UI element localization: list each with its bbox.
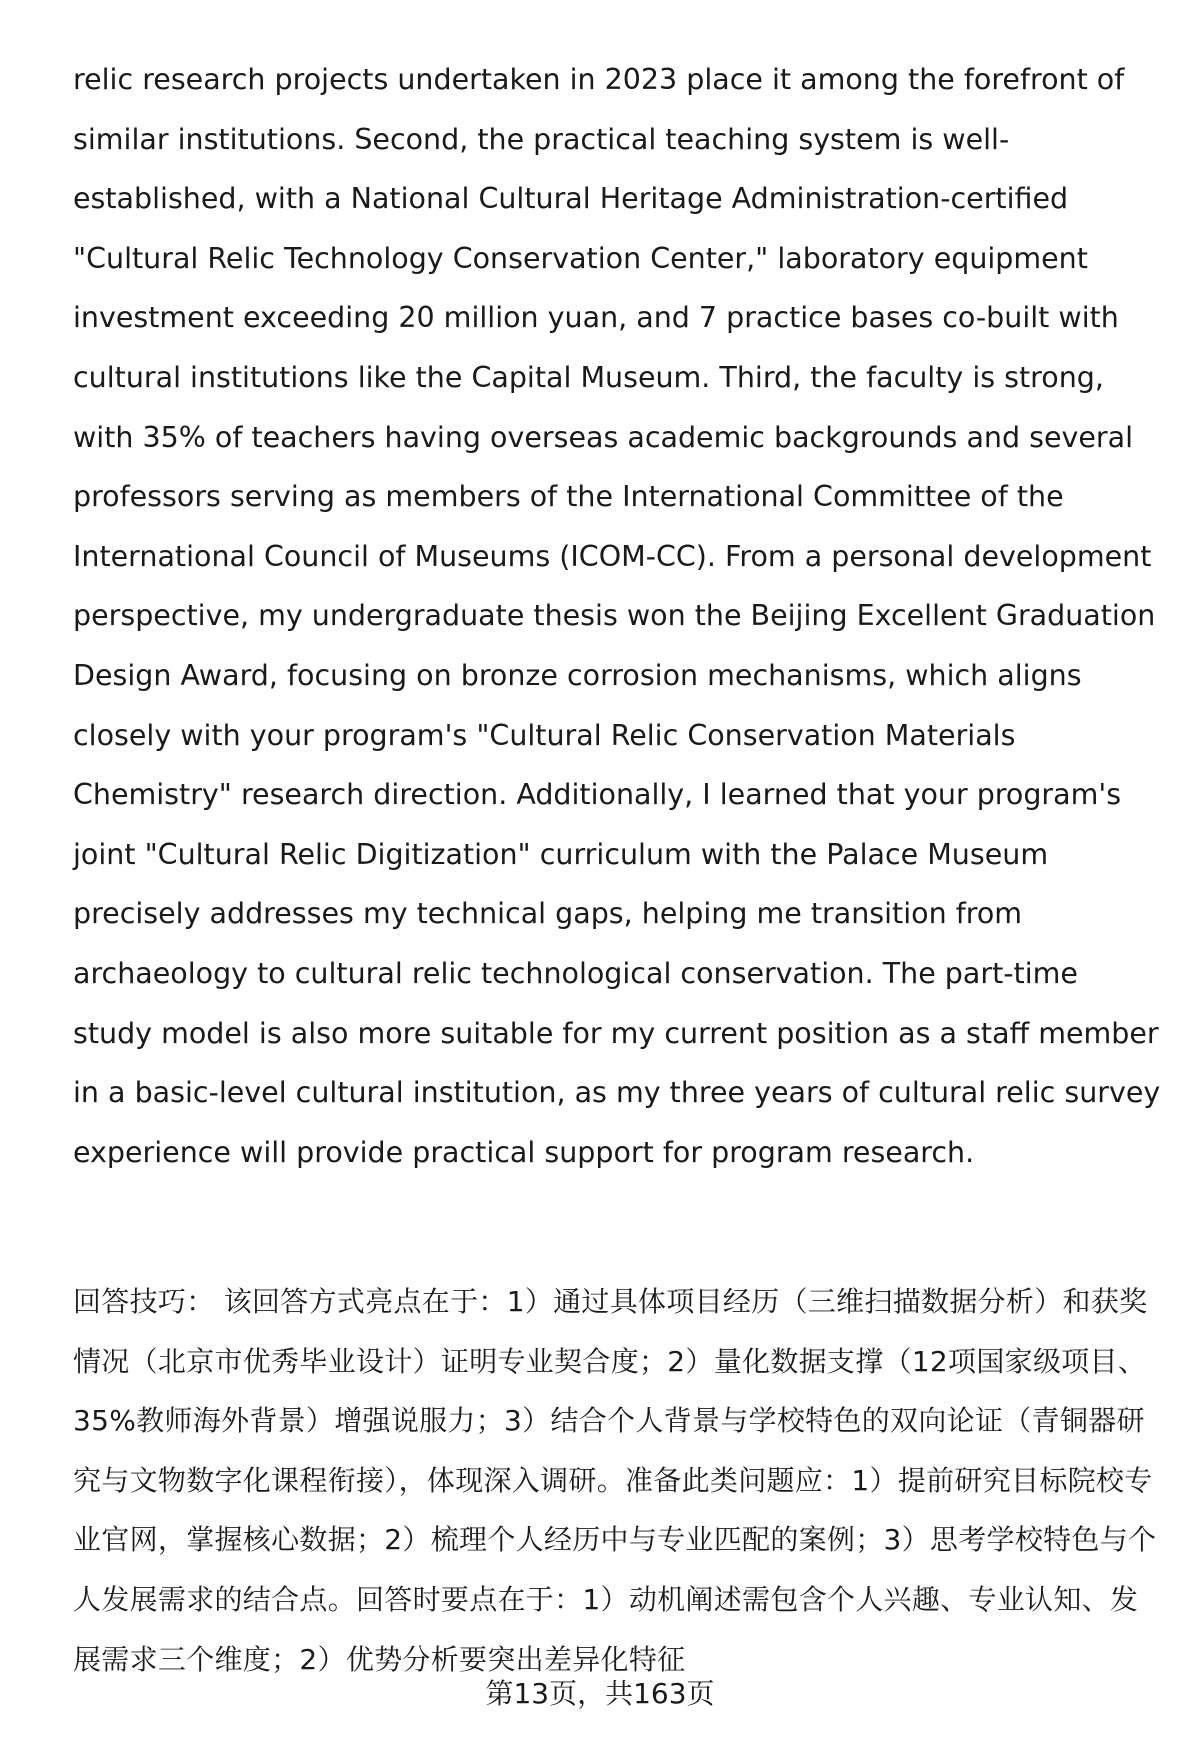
page-number-footer: 第13页，共163页 [485, 1677, 715, 1710]
body-paragraph: relic research projects undertaken in 2023 place it among the forefront of similar institutions. Second, the practical teaching system is well-established, with a National Cultural Heritage Administration-certified "Cultural Relic Technology Conservation Center," laboratory equipment investment exceeding 20 million yuan, and 7 practice bases co-built with cultural institutions like the Capital Museum. Third, the faculty is strong, with 35% of teachers having overseas academic backgrounds and several professors serving as members of the International Committee of the International Council of Museums (ICOM-CC). From a personal development perspective, my undergraduate thesis won the Beijing Excellent Graduation Design Award, focusing on bronze corrosion mechanisms, which aligns closely with your program's "Cultural Relic Conservation Materials Chemistry" research direction. Additionally, I learned that your program's joint "Cultural Relic Digitization" curriculum with the Palace Museum precisely addresses my technical gaps, helping me transition from archaeology to cultural relic technological conservation. The part-time study model is also more suitable for my current position as a staff member in a basic-level cultural institution, as my three years of cultural relic survey experience will provide practical support for program research. [73, 63, 1161, 1169]
answer-tips-paragraph: 回答技巧： 该回答方式亮点在于：1）通过具体项目经历（三维扫描数据分析）和获奖情况（北京市优秀毕业设计）证明专业契合度；2）量化数据支撑（12项国家级项目、35%教师海外背景）增强说服力；3）结合个人背景与学校特色的双向论证（青铜器研究与文物数字化课程衔接），体现深入调研。准备此类问题应：1）提前研究目标院校专业官网，掌握核心数据；2）梳理个人经历中与专业匹配的案例；3）思考学校特色与个人发展需求的结合点。回答时要点在于：1）动机阐述需包含个人兴趣、专业认知、发展需求三个维度；2）优势分析要突出差异化特征 [73, 1285, 1157, 1676]
